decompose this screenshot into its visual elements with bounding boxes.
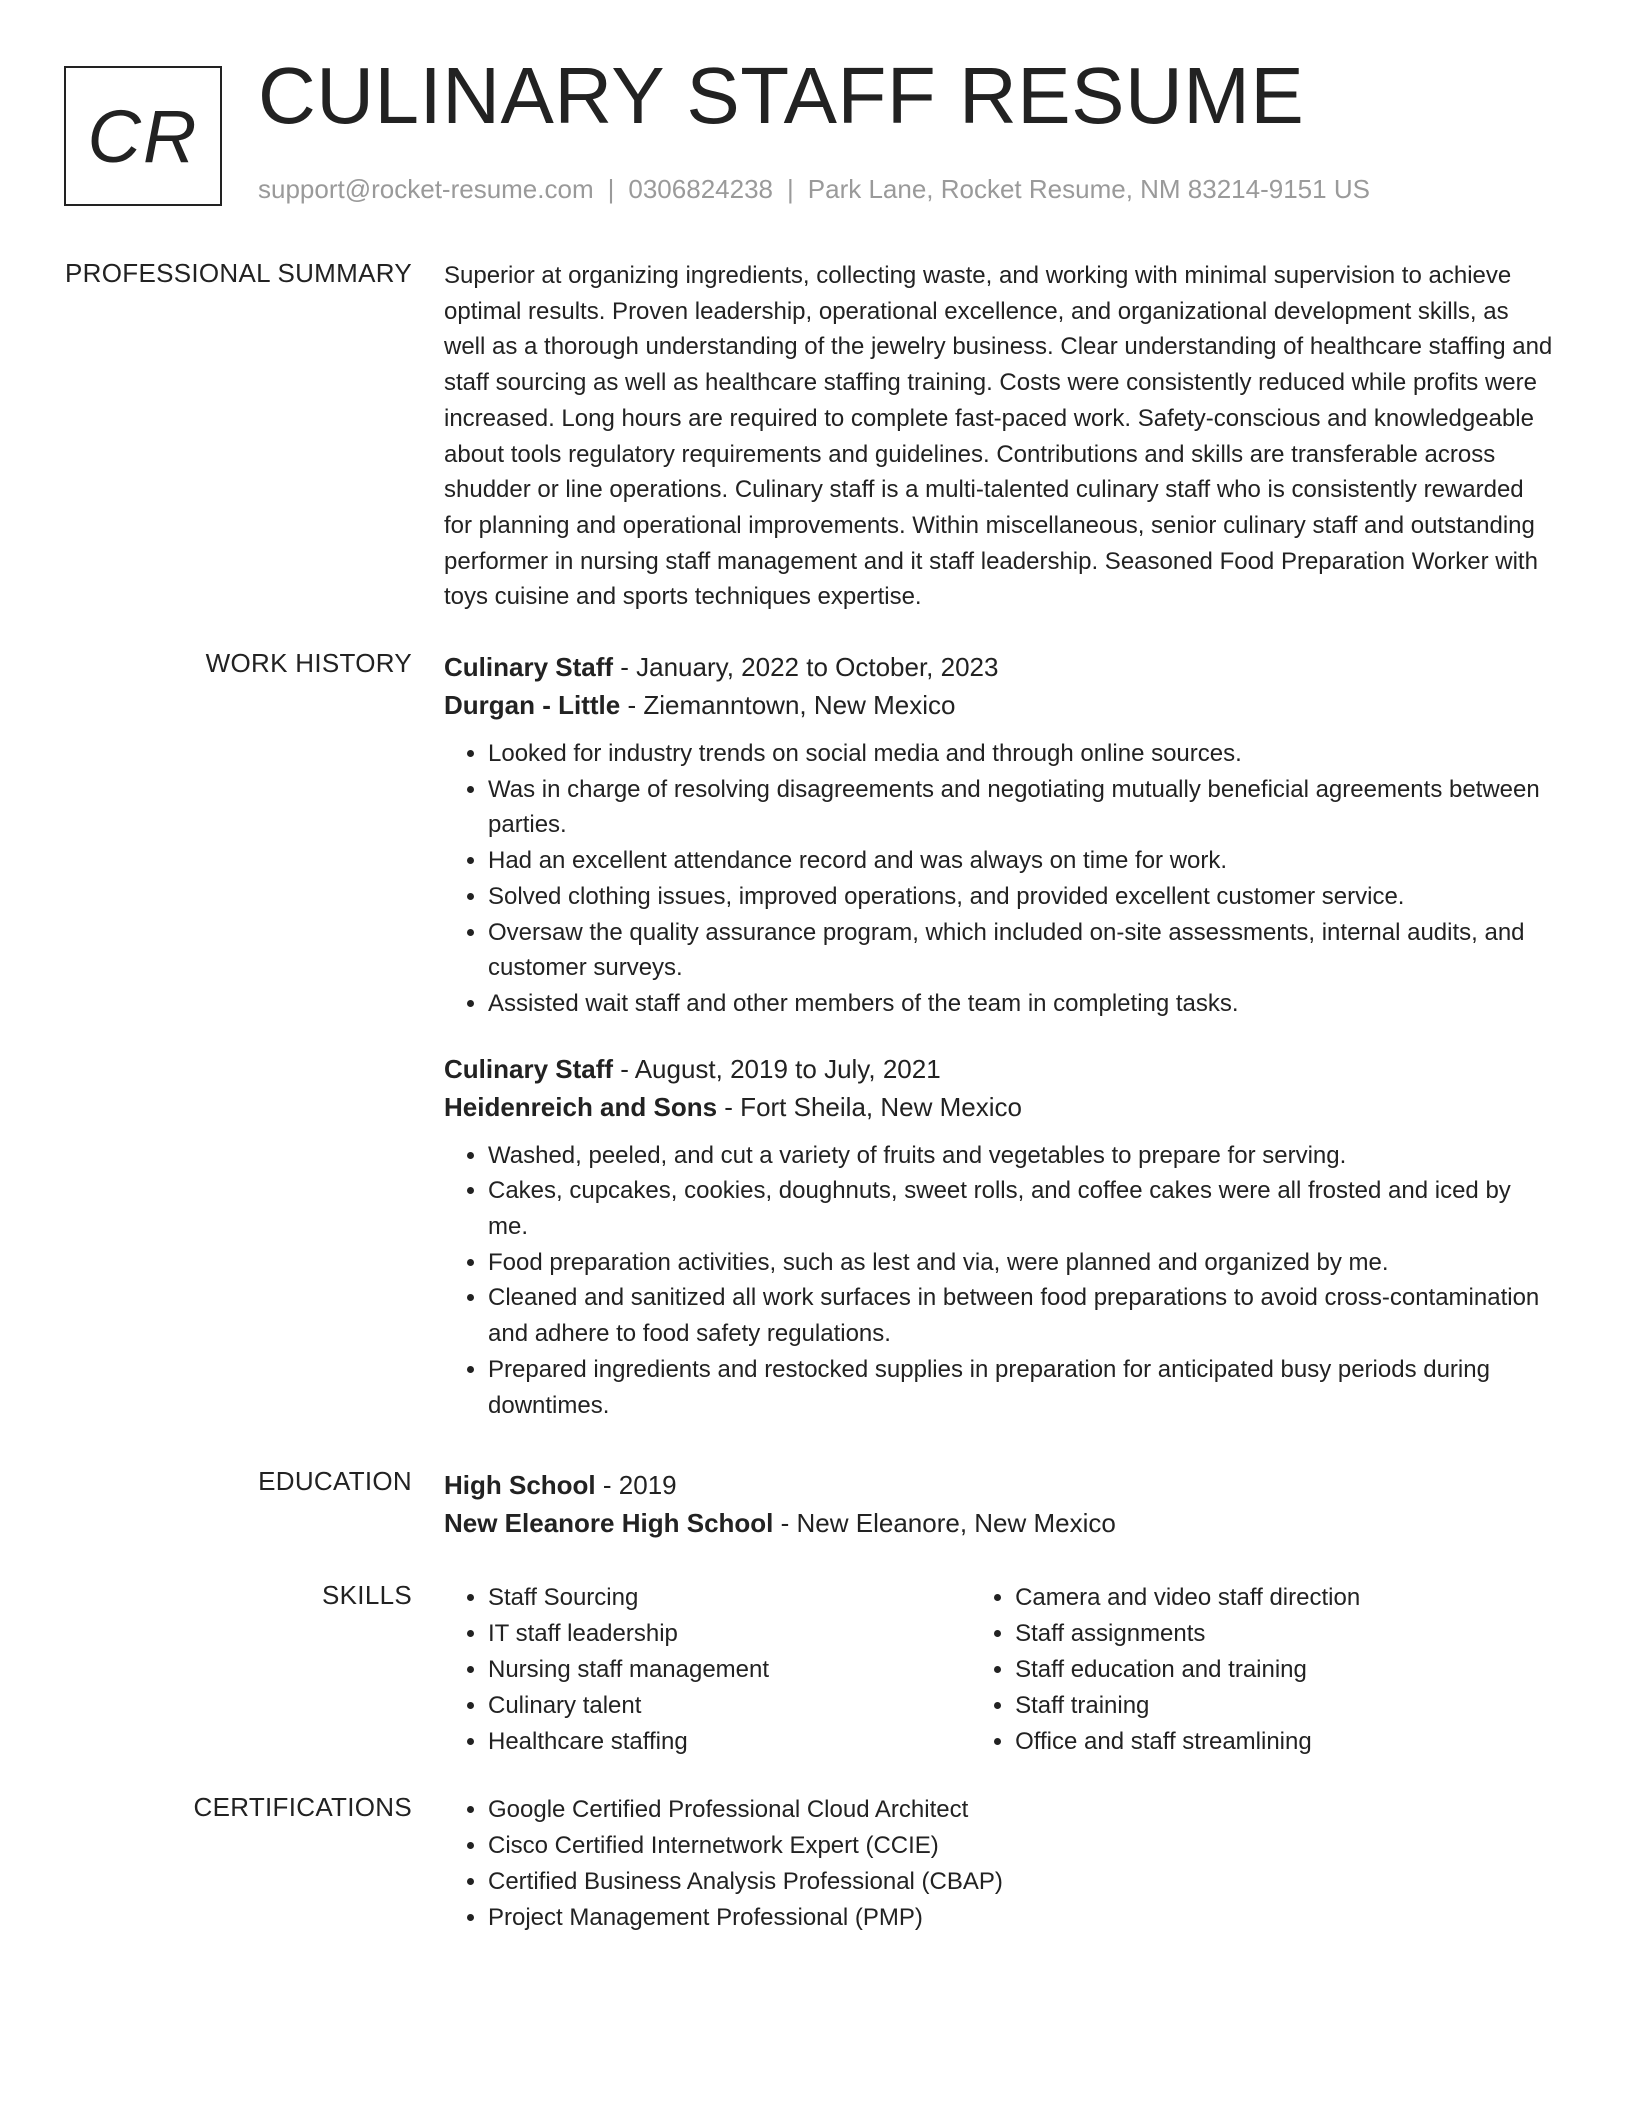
job-entry bbox=[444, 1050, 1554, 1424]
certification-list bbox=[444, 1792, 1554, 1936]
skills-body bbox=[444, 1580, 1554, 1760]
job-bullet: • Was in charge of resolving disagreements and negotiating mutually beneficial agreements between parties. bbox=[488, 772, 1554, 843]
job-title: Culinary Staff bbox=[444, 652, 614, 682]
contact-line bbox=[258, 174, 1370, 205]
job-bullet: • Cakes, cupcakes, cookies, doughnuts, sweet rolls, and coffee cakes were all frosted and iced by me. bbox=[488, 1173, 1554, 1244]
skill-item: • Staff Sourcing bbox=[488, 1580, 971, 1616]
job-company: Durgan - Little bbox=[444, 690, 621, 720]
work-history-body bbox=[444, 648, 1554, 1423]
skill-item: • Camera and video staff direction bbox=[1015, 1580, 1554, 1616]
education-school-line bbox=[444, 1504, 1554, 1542]
education-school: New Eleanore High School bbox=[444, 1508, 774, 1538]
education-location: - New Eleanore, New Mexico bbox=[773, 1508, 1116, 1538]
certification-item: • Cisco Certified Internetwork Expert (CCIE) bbox=[488, 1828, 1554, 1864]
skill-item: • Culinary talent bbox=[488, 1688, 971, 1724]
contact-separator: | bbox=[787, 174, 794, 204]
certification-item: • Project Management Professional (PMP) bbox=[488, 1900, 1554, 1936]
section-heading: WORK HISTORY bbox=[205, 648, 412, 678]
section-heading: SKILLS bbox=[322, 1580, 412, 1610]
job-dates: - August, 2019 to July, 2021 bbox=[613, 1053, 941, 1084]
job-bullet: • Solved clothing issues, improved operations, and provided excellent customer service. bbox=[488, 879, 1554, 915]
education-degree: High School bbox=[444, 1470, 596, 1500]
section-heading: PROFESSIONAL SUMMARY bbox=[65, 258, 412, 288]
job-title-line bbox=[444, 648, 1554, 686]
skills-list-right bbox=[971, 1580, 1554, 1760]
job-company: Heidenreich and Sons bbox=[444, 1091, 718, 1122]
contact-phone: 0306824238 bbox=[628, 174, 773, 204]
job-bullet-list bbox=[444, 736, 1554, 1022]
job-location: - Ziemanntown, New Mexico bbox=[620, 690, 956, 720]
summary-body bbox=[444, 258, 1554, 615]
skill-item: • Staff assignments bbox=[1015, 1616, 1554, 1652]
job-bullet-list bbox=[444, 1138, 1554, 1424]
job-bullet: • Had an excellent attendance record and was always on time for work. bbox=[488, 843, 1554, 879]
skill-item: • Staff training bbox=[1015, 1688, 1554, 1724]
certification-item: • Google Certified Professional Cloud Architect bbox=[488, 1792, 1554, 1828]
skill-item: • Office and staff streamlining bbox=[1015, 1724, 1554, 1760]
job-entry bbox=[444, 648, 1554, 1022]
job-title-line bbox=[444, 1050, 1554, 1088]
summary-text: Superior at organizing ingredients, collecting waste, and working with minimal supervision to achieve optimal results. Proven leadership, operational excellence, and organizational development skills, as well as a thorough understanding of the jewelry business. Clear understanding of healthcare staffing and staff sourcing as well as healthcare staffing training. Costs were consistently reduced while profits were increased. Long hours are required to complete fast-paced work. Safety-conscious and knowledgeable about tools regulatory requirements and guidelines. Contributions and skills are transferable across shudder or line operations. Culinary staff is a multi-talented culinary staff who is consistently rewarded for planning and operational improvements. Within miscellaneous, senior culinary staff and outstanding performer in nursing staff management and it staff leadership. Seasoned Food Preparation Worker with toys cuisine and sports techniques expertise. bbox=[444, 262, 1553, 611]
job-company-line bbox=[444, 1088, 1554, 1126]
job-company-line bbox=[444, 686, 1554, 724]
education-year: - 2019 bbox=[595, 1470, 677, 1500]
skills-list-left bbox=[444, 1580, 971, 1760]
job-bullet: • Assisted wait staff and other members of the team in completing tasks. bbox=[488, 986, 1554, 1022]
section-heading: EDUCATION bbox=[258, 1466, 412, 1496]
education-body bbox=[444, 1466, 1554, 1542]
job-bullet: • Washed, peeled, and cut a variety of fruits and vegetables to prepare for serving. bbox=[488, 1138, 1554, 1174]
education-degree-line bbox=[444, 1466, 1554, 1504]
contact-address: Park Lane, Rocket Resume, NM 83214-9151 US bbox=[807, 174, 1370, 204]
section-heading: CERTIFICATIONS bbox=[193, 1792, 412, 1822]
certifications-body bbox=[444, 1792, 1554, 1936]
certification-item: • Certified Business Analysis Professional (CBAP) bbox=[488, 1864, 1554, 1900]
job-dates: - January, 2022 to October, 2023 bbox=[613, 652, 999, 682]
skill-item: • Healthcare staffing bbox=[488, 1724, 971, 1760]
job-bullet: • Oversaw the quality assurance program, which included on-site assessments, internal audits, and customer surveys. bbox=[488, 915, 1554, 986]
skill-item: • Nursing staff management bbox=[488, 1652, 971, 1688]
skill-item: • IT staff leadership bbox=[488, 1616, 971, 1652]
job-bullet: • Cleaned and sanitized all work surfaces in between food preparations to avoid cross-contamination and adhere to food safety regulations. bbox=[488, 1280, 1554, 1351]
contact-email: support@rocket-resume.com bbox=[258, 174, 594, 204]
skills-columns bbox=[444, 1580, 1554, 1760]
page-title: CULINARY STAFF RESUME bbox=[258, 51, 1305, 140]
skill-item: • Staff education and training bbox=[1015, 1652, 1554, 1688]
monogram-logo: CR bbox=[64, 66, 222, 206]
contact-separator: | bbox=[607, 174, 615, 204]
job-bullet: • Food preparation activities, such as lest and via, were planned and organized by me. bbox=[488, 1245, 1554, 1281]
job-title: Culinary Staff bbox=[444, 1053, 614, 1084]
job-location: - Fort Sheila, New Mexico bbox=[717, 1091, 1022, 1122]
job-bullet: • Looked for industry trends on social media and through online sources. bbox=[488, 736, 1554, 772]
job-bullet: • Prepared ingredients and restocked supplies in preparation for anticipated busy periods during downtimes. bbox=[488, 1352, 1554, 1423]
